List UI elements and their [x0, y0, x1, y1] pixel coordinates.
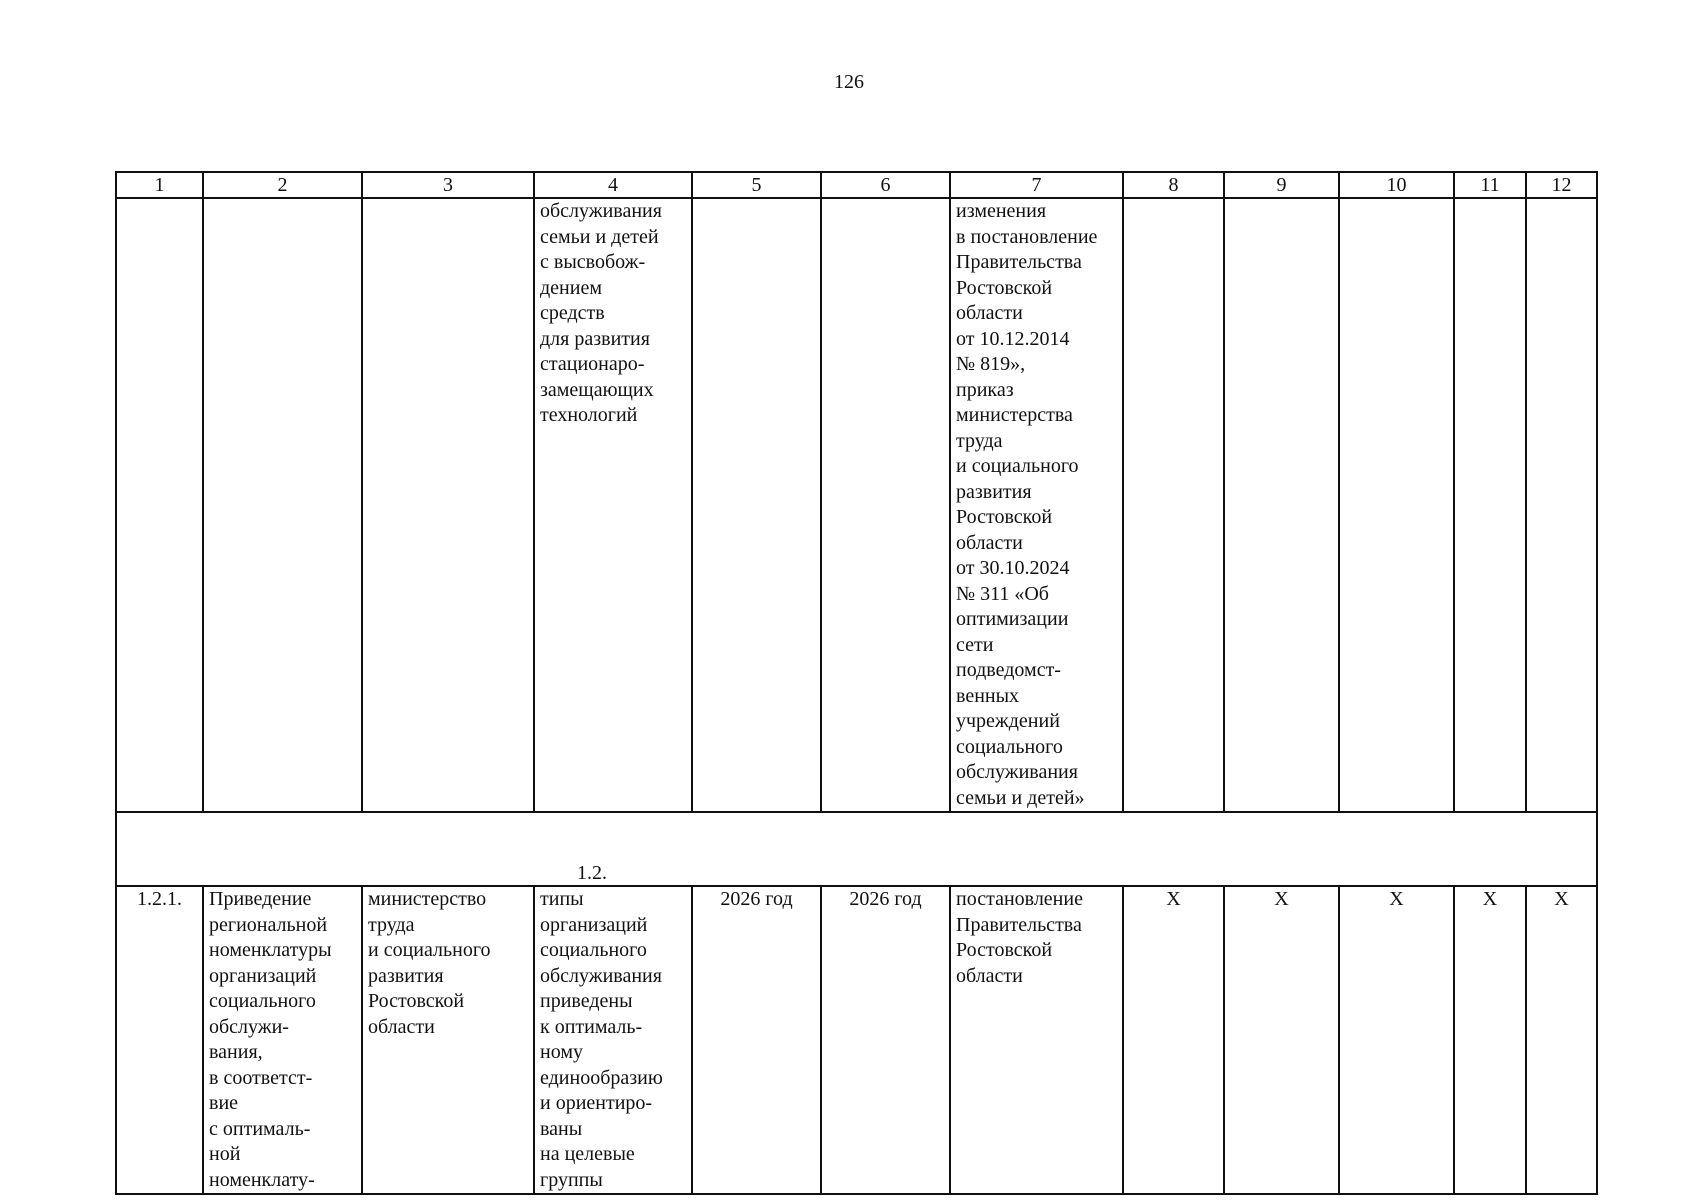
section-row: [116, 812, 1597, 886]
item-name: Приведение региональной номенклатуры организаций социального обслужи- вания, в соответст- вие с оптималь- ной номенклату-: [203, 886, 362, 1194]
cont-cell-document: изменения в постановление Правительства Ростовской области от 10.12.2014 № 819», приказ министерства труда и социального развития Ростовской области от 30.10.2024 № 311 «Об оптимизации сети подведомст- венных учреждений социального обслуживания семьи и детей»: [950, 198, 1123, 812]
header-cell-1: 1: [116, 172, 203, 198]
header-cell-9: 9: [1224, 172, 1339, 198]
item-number: 1.2.1.: [116, 886, 203, 1194]
cont-cell-result: обслуживания семьи и детей с высвобож- дением средств для развития стационаро- замещающих технологий: [534, 198, 692, 812]
roadmap-table: [115, 171, 1598, 1195]
header-cell-6: 6: [821, 172, 950, 198]
item-col-9: X: [1224, 886, 1339, 1194]
cont-cell-8: [1123, 198, 1224, 812]
cont-cell-10: [1339, 198, 1454, 812]
cont-cell-5: [692, 198, 821, 812]
header-cell-5: 5: [692, 172, 821, 198]
cont-cell-9: [1224, 198, 1339, 812]
item-col-8: X: [1123, 886, 1224, 1194]
cont-cell-1: [116, 198, 203, 812]
item-col-11: X: [1454, 886, 1526, 1194]
item-document: постановление Правительства Ростовской области: [950, 886, 1123, 1194]
page-number: 126: [834, 71, 864, 93]
header-cell-4: 4: [534, 172, 692, 198]
section-number: 1.2.: [577, 862, 607, 884]
cont-cell-12: [1526, 198, 1597, 812]
header-cell-10: 10: [1339, 172, 1454, 198]
table-row: [116, 198, 1597, 812]
cont-cell-2: [203, 198, 362, 812]
header-cell-7: 7: [950, 172, 1123, 198]
cont-cell-6: [821, 198, 950, 812]
table-header-row: [116, 172, 1597, 198]
cont-cell-11: [1454, 198, 1526, 812]
item-col-10: X: [1339, 886, 1454, 1194]
header-cell-8: 8: [1123, 172, 1224, 198]
item-end: 2026 год: [821, 886, 950, 1194]
header-cell-11: 11: [1454, 172, 1526, 198]
item-col-12: X: [1526, 886, 1597, 1194]
table-row: [116, 886, 1597, 1194]
section-cell: [116, 812, 1597, 886]
item-start: 2026 год: [692, 886, 821, 1194]
cont-cell-3: [362, 198, 534, 812]
header-cell-12: 12: [1526, 172, 1597, 198]
header-cell-3: 3: [362, 172, 534, 198]
item-result: типы организаций социального обслуживания приведены к оптималь- ному единообразию и ориентиро- ваны на целевые группы: [534, 886, 692, 1194]
header-cell-2: 2: [203, 172, 362, 198]
item-executor: министерство труда и социального развития Ростовской области: [362, 886, 534, 1194]
